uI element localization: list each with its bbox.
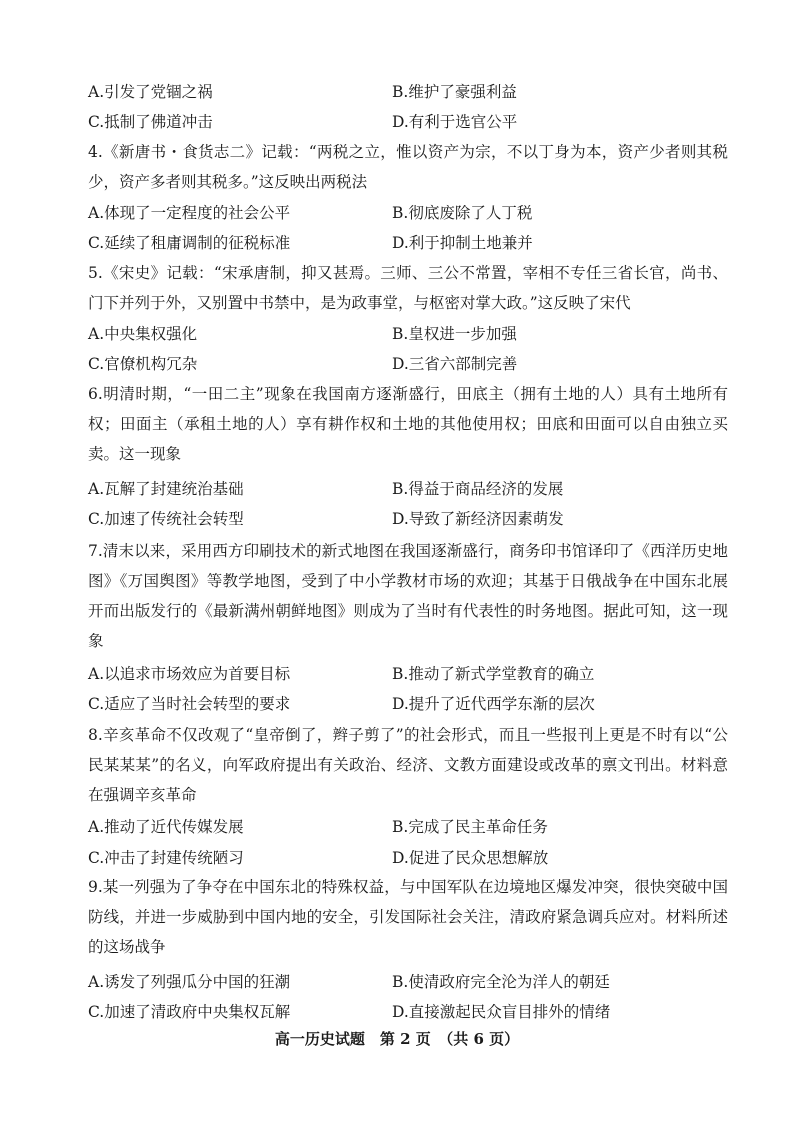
q7-option-a: A.以追求市场效应为首要目标 <box>88 665 291 683</box>
q9-option-a: A.诱发了列强瓜分中国的狂潮 <box>88 973 291 991</box>
q8-stem: 8.辛亥革命不仅改观了“皇帝倒了，辫子剪了”的社会形式，而且一些报刊上更是不时有以“公民某某某”的名义，向军政府提出有关政治、经济、文教方面建设或改革的禀文刊出。材料意在强调辛亥革命 <box>88 726 728 804</box>
q9-stem: 9.某一列强为了争夺在中国东北的特殊权益，与中国军队在边境地区爆发冲突，很快突破中国防线，并进一步威胁到中国内地的安全，引发国际社会关注，清政府紧急调兵应对。材料所述的这场战争 <box>88 878 728 956</box>
q5-stem: 5.《宋史》记载：“宋承唐制，抑又甚焉。三师、三公不常置，宰相不专任三省长官，尚书、门下并列于外，又别置中书禁中，是为政事堂，与枢密对掌大政。”这反映了宋代 <box>88 264 728 312</box>
q4-option-b: B.彻底废除了人丁税 <box>392 204 533 222</box>
q6-option-b: B.得益于商品经济的发展 <box>392 480 564 498</box>
q5-option-b: B.皇权进一步加强 <box>392 325 517 343</box>
q8-option-a: A.推动了近代传媒发展 <box>88 818 244 836</box>
q7-option-c: C.适应了当时社会转型的要求 <box>88 695 291 713</box>
q3-option-c: C.抵制了佛道冲击 <box>88 113 213 131</box>
q7-option-b: B.推动了新式学堂教育的确立 <box>392 665 595 683</box>
q3-option-d: D.有利于选官公平 <box>392 113 518 131</box>
q9-option-b: B.使清政府完全沦为洋人的朝廷 <box>392 973 610 991</box>
page-footer: 高一历史试题 第 2 页 （共 6 页） <box>274 1030 520 1048</box>
q8-option-b: B.完成了民主革命任务 <box>392 818 548 836</box>
q8-option-c: C.冲击了封建传统陋习 <box>88 849 244 867</box>
q5-option-a: A.中央集权强化 <box>88 325 198 343</box>
q4-option-c: C.延续了租庸调制的征税标准 <box>88 234 291 252</box>
q8-option-d: D.促进了民众思想解放 <box>392 849 549 867</box>
q6-option-a: A.瓦解了封建统治基础 <box>88 480 244 498</box>
q7-stem: 7.清末以来，采用西方印刷技术的新式地图在我国逐渐盛行，商务印书馆译印了《西洋历史地图》《万国舆图》等教学地图，受到了中小学教材市场的欢迎；其基于日俄战争在中国东北展开而出版发行的《最新满州朝鲜地图》则成为了当时有代表性的时务地图。据此可知，这一现象 <box>88 542 728 650</box>
q6-stem: 6.明清时期，“一田二主”现象在我国南方逐渐盛行，田底主（拥有土地的人）具有土地所有权；田面主（承租土地的人）享有耕作权和土地的其他使用权；田底和田面可以自由独立买卖。这一现象 <box>88 385 728 463</box>
q3-option-a: A.引发了党锢之祸 <box>88 83 213 101</box>
q4-option-d: D.利于抑制土地兼并 <box>392 234 533 252</box>
q6-option-c: C.加速了传统社会转型 <box>88 510 244 528</box>
q5-option-c: C.官僚机构冗杂 <box>88 355 198 373</box>
q4-option-a: A.体现了一定程度的社会公平 <box>88 204 291 222</box>
q3-option-b: B.维护了豪强利益 <box>392 83 517 101</box>
q4-stem: 4.《新唐书・食货志二》记载：“两税之立，惟以资产为宗，不以丁身为本，资产少者则其税少，资产多者则其税多。”这反映出两税法 <box>88 143 728 191</box>
q6-option-d: D.导致了新经济因素萌发 <box>392 510 564 528</box>
q5-option-d: D.三省六部制完善 <box>392 355 518 373</box>
q9-option-c: C.加速了清政府中央集权瓦解 <box>88 1003 291 1021</box>
q7-option-d: D.提升了近代西学东渐的层次 <box>392 695 595 713</box>
q9-option-d: D.直接激起民众盲目排外的情绪 <box>392 1003 611 1021</box>
